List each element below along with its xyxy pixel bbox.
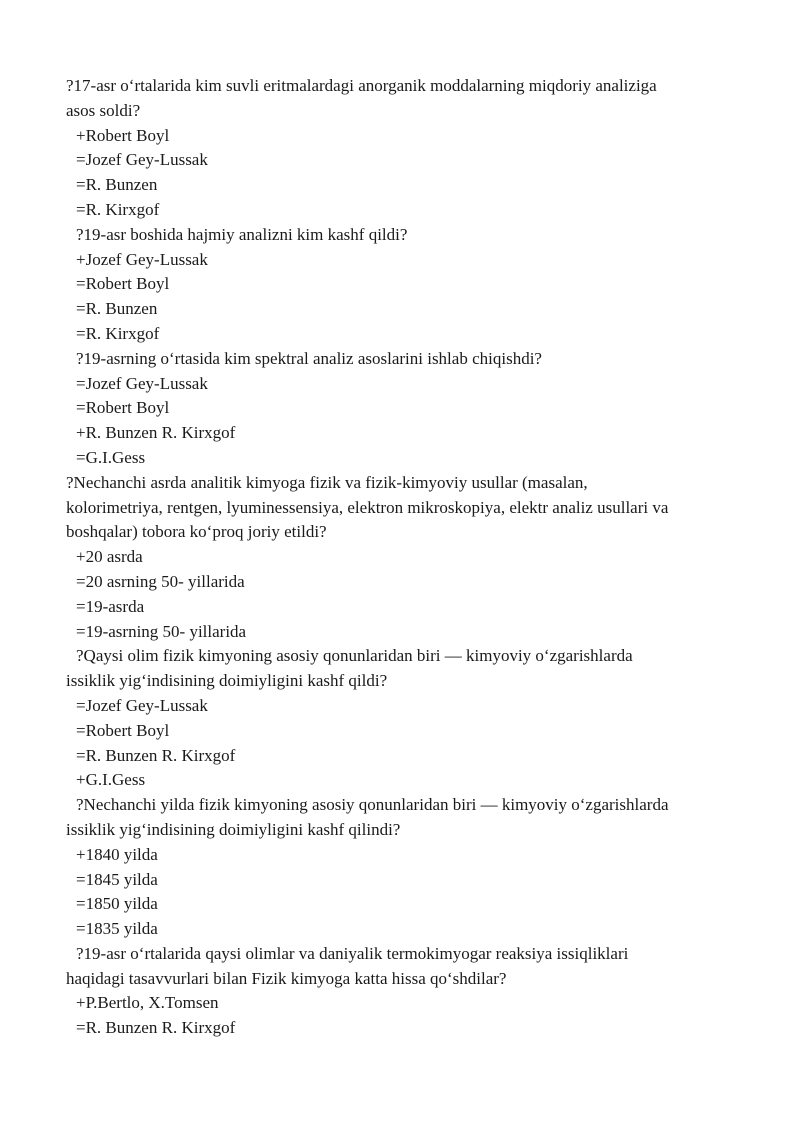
answer-option: =20 asrning 50- yillarida — [76, 571, 245, 591]
correct-answer-option: +R. Bunzen R. Kirxgof — [76, 423, 236, 443]
question-line: ?Qaysi olim fizik kimyoning asosiy qonunlaridan biri — kimyoviy o‘zgarishlarda — [76, 646, 633, 666]
correct-answer-option: +Robert Boyl — [76, 125, 170, 145]
question-line: ?19-asr o‘rtalarida qaysi olimlar va daniyalik termokimyogar reaksiya issiqliklari — [76, 943, 629, 963]
question-continuation-line: haqidagi tasavvurlari bilan Fizik kimyoga katta hissa qo‘shdilar? — [66, 968, 507, 988]
answer-option: =R. Bunzen R. Kirxgof — [76, 745, 236, 765]
answer-option: =Robert Boyl — [76, 398, 170, 418]
correct-answer-option: +G.I.Gess — [76, 770, 146, 790]
answer-option: =19-asrda — [76, 596, 145, 616]
answer-option: =19-asrning 50- yillarida — [76, 621, 247, 641]
question-continuation-line: kolorimetriya, rentgen, lyuminessensiya, elektron mikroskopiya, elektr analiz usullari va — [66, 497, 669, 517]
answer-option: =Jozef Gey-Lussak — [76, 695, 208, 715]
question-continuation-line: issiklik yig‘indisining doimiyligini kashf qilindi? — [66, 819, 401, 839]
correct-answer-option: +20 asrda — [76, 547, 143, 567]
answer-option: =1835 yilda — [76, 919, 158, 939]
quiz-text-block — [66, 74, 746, 1041]
answer-option: =1845 yilda — [76, 869, 158, 889]
answer-option: =Robert Boyl — [76, 720, 170, 740]
answer-option: =R. Kirxgof — [76, 199, 160, 219]
question-line: ?19-asr boshida hajmiy analizni kim kashf qildi? — [76, 224, 408, 244]
question-continuation-line: issiklik yig‘indisining doimiyligini kashf qildi? — [66, 671, 388, 691]
question-line: ?17-asr o‘rtalarida kim suvli eritmalardagi anorganik moddalarning miqdoriy analiziga — [66, 76, 657, 95]
answer-option: =R. Kirxgof — [76, 323, 160, 343]
answer-option: =R. Bunzen — [76, 175, 158, 195]
correct-answer-option: +P.Bertlo, X.Tomsen — [76, 993, 219, 1013]
answer-option: =1850 yilda — [76, 894, 158, 914]
answer-option: =G.I.Gess — [76, 447, 146, 467]
answer-option: =R. Bunzen R. Kirxgof — [76, 1018, 236, 1038]
question-line: ?Nechanchi yilda fizik kimyoning asosiy qonunlaridan biri — kimyoviy o‘zgarishlarda — [76, 795, 669, 815]
question-line: ?19-asrning o‘rtasida kim spektral analiz asoslarini ishlab chiqishdi? — [76, 348, 542, 368]
answer-option: =Robert Boyl — [76, 274, 170, 294]
question-continuation-line: asos soldi? — [66, 100, 141, 120]
answer-option: =Jozef Gey-Lussak — [76, 373, 208, 393]
correct-answer-option: +Jozef Gey-Lussak — [76, 249, 208, 269]
question-line: ?Nechanchi asrda analitik kimyoga fizik va fizik-kimyoviy usullar (masalan, — [66, 472, 588, 492]
correct-answer-option: +1840 yilda — [76, 844, 158, 864]
question-continuation-line: boshqalar) tobora ko‘proq joriy etildi? — [66, 522, 327, 542]
answer-option: =R. Bunzen — [76, 299, 158, 319]
answer-option: =Jozef Gey-Lussak — [76, 150, 208, 170]
